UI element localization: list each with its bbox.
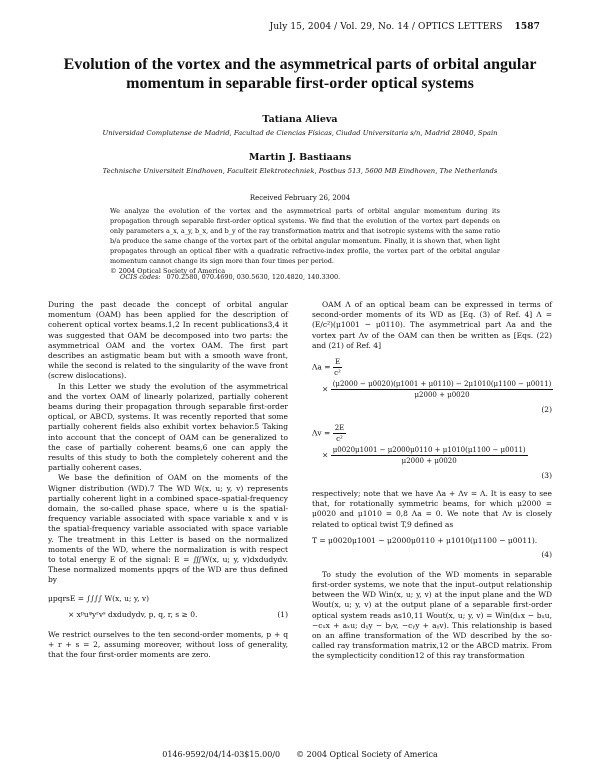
equation-3-big-numerator: μ0020μ1001 − μ2000μ0110 + μ1010(μ1100 − μ0011) [331, 445, 528, 456]
abstract-copyright: © 2004 Optical Society of America [110, 267, 226, 275]
ocis-label: OCIS codes: [120, 273, 161, 281]
equation-3-big-denominator: μ2000 + μ0020 [401, 457, 457, 466]
equation-3-numerator: 2E [333, 423, 347, 434]
equation-4 [312, 536, 552, 550]
equation-2-number: (2) [541, 405, 552, 415]
equation-2-number-row [312, 405, 552, 419]
equation-2-fraction [333, 357, 342, 378]
equation-3-denominator: c² [336, 435, 343, 444]
right-paragraph-2: respectively; note that we have Λa + Λv = Λ. It is easy to see that, for rotationally symmetric beams, for which μ2000 = μ0020 and μ1010 = 0,8 Λa = 0. We note that Λv is closely related to optical twist T,9 defined as [312, 489, 552, 529]
equation-3-lhs: Λv = [312, 428, 331, 438]
equation-2-big-numerator: (μ2000 − μ0020)(μ1001 + μ0110) − 2μ1010(μ1100 − μ0011) [331, 379, 554, 390]
left-paragraph-2: In this Letter we study the evolution of the asymmetrical and the vortex OAM of linearly polarized, partially coherent beams during their propagation through separable first-order optical, or ABCD, systems. It was recently reported that some partially coherent fields also exhibit vortex behavior.5 Taking into account that the concept of OAM can be generalized to the case of partially coherent beams,6 one can apply the results of this study to both the completely coherent and the partially coherent cases. [48, 381, 288, 473]
abstract [110, 206, 500, 276]
right-column [312, 300, 552, 662]
equation-3-number-row [312, 471, 552, 485]
equation-4-number: (4) [541, 549, 552, 559]
author-affiliation-1: Universidad Complutense de Madrid, Facultad de Ciencias Físicas, Ciudad Universitaria s/n, Madrid 28040, Spain [102, 129, 498, 137]
equation-1-line-b [48, 610, 288, 626]
author-affiliation-2: Technische Universiteit Eindhoven, Faculteit Elektrotechniek, Postbus 513, 5600 MB Eindhoven, The Netherlands [102, 167, 498, 175]
equation-3-fraction [333, 423, 347, 444]
equation-4-body: T = μ0020μ1001 − μ2000μ0110 + μ1010(μ1100 − μ0011). [312, 535, 538, 545]
author-name-2: Martin J. Bastiaans [248, 152, 352, 163]
equation-2-big-denominator: μ2000 + μ0020 [414, 391, 470, 400]
abstract-text: We analyze the evolution of the vortex and the asymmetrical parts of orbital angular momentum during its propagation through separable first-order optical systems. We find that the evolution of the vortex part depends on only parameters a_x, a_y, b_x, and b_y of the ray transformation matrix and that isotropic systems with the same ratio b/a produce the same change of the vortex part of the orbital angular momentum. Finally, it is shown that, when light propagates through an optical fiber with a quadratic refractive-index profile, the vortex part of the orbital angular momentum cannot change its sign more than four times per period. [110, 207, 500, 265]
left-paragraph-4: We restrict ourselves to the ten second-order moments, p + q + r + s = 2, assuming moreover, without loss of generality, that the four first-order moments are zero. [48, 629, 288, 660]
footer-copyright: © 2004 Optical Society of America [296, 750, 438, 759]
paper-title: Evolution of the vortex and the asymmetrical parts of orbital angular momentum in separable first-order optical systems [63, 56, 537, 92]
equation-3-line-a [312, 423, 552, 445]
equation-2-lhs: Λa = [312, 362, 331, 372]
left-paragraph-1: During the past decade the concept of orbital angular momentum (OAM) has been applied for the description of coherent optical vortex beams.1,2 In recent publications3,4 it was suggested that OAM be decomposed into two parts: the asymmetrical OAM and the vortex OAM. The first part describes an astigmatic beam but with a smooth wave front, while the second is related to the singularity of the wave front (screw dislocations). [48, 300, 288, 381]
author-name-1: Tatiana Alieva [262, 114, 338, 125]
equation-3-line-b: × $\frac{\mu 0020\mu 1001 - \mu 2000\mu 0110 + \mu 1010(\mu 1100 - \mu 0011)}{\mu 2000 + \mu 0020}$ [322, 446, 526, 466]
right-paragraph-1: OAM Λ of an optical beam can be expressed in terms of second-order moments of its WD as [Eq. (3) of Ref. 4] Λ = (E/c²)(μ1001 − μ0110). The asymmetrical part Λa and the vortex part Λv of the OAM can then be written as [Eqs. (22) and (21) of Ref. 4] [312, 300, 552, 350]
equation-1-rhs: × xᵖuᵠyʳvˢ dxdudydv, p, q, r, s ≥ 0. [68, 609, 198, 619]
footer-code: 0146-9592/04/14-03$15.00/0 [162, 750, 281, 759]
running-header [270, 22, 540, 32]
ocis-values: 070.2580, 070.4690, 030.5630, 120.4820, 140.3300. [166, 273, 341, 281]
page-number: 1587 [514, 22, 540, 32]
equation-2-big-fraction [331, 379, 554, 400]
left-paragraph-3: We base the definition of OAM on the moments of the Wigner distribution (WD).7 The WD W(x, u; y, v) represents partially coherent light in a combined space–spatial-frequency domain, the so-called phase space, where u is the spatial-frequency variable associated with space variable x and v is the spatial-frequency variable associated with space variable y. The treatment in this Letter is based on the normalized moments of the WD, where the normalization is with respect to total energy E of the signal: E = ∭W(x, u; y, v)dxdudydv. These normalized moments μpqrs of the WD are thus defined by [48, 473, 288, 585]
page-footer [0, 750, 600, 759]
equation-3-number: (3) [541, 471, 552, 481]
equation-2-line-b: × $\frac{(\mu 2000 - \mu 0020)(\mu 1001 + \mu 0110) - 2\mu 1010(\mu 1100 - \mu 0011)}{\mu 2000 + \mu 0020}$ [322, 380, 552, 400]
equation-3-big-fraction [331, 445, 528, 466]
equation-1-line-a [48, 594, 288, 610]
right-paragraph-3: To study the evolution of the WD moments in separable first-order systems, we note that the input–output relationship between the WD Win(x, u; y, v) at the input plane and the WD Wout(x, u; y, v) at the output plane of a separable first-order optical system reads as10,11 Wout(x, u; y, v) = Win(dₓx − bₓu, −cₓx + aₓu; dᵧy − bᵧv, −cᵧy + aᵧv). This relationship is based on an affine transformation of the WD described by the so-called ray transformation matrix,12 or the ABCD matrix. From the symplecticity condition12 of this ray transformation [312, 569, 552, 661]
received-date: Received February 26, 2004 [249, 194, 351, 202]
left-column [48, 300, 288, 660]
equation-2-numerator: E [333, 357, 342, 368]
equation-2-denominator: c² [334, 369, 341, 378]
equation-2-line-a [312, 357, 552, 379]
equation-1-number: (1) [277, 609, 288, 619]
equation-4-number-row [312, 550, 552, 564]
header-citation: July 15, 2004 / Vol. 29, No. 14 / OPTICS LETTERS [269, 22, 503, 32]
ocis-codes [120, 273, 340, 281]
equation-1-lhs: μpqrsE = ∫∫∫∫ W(x, u; y, v) [48, 593, 149, 603]
